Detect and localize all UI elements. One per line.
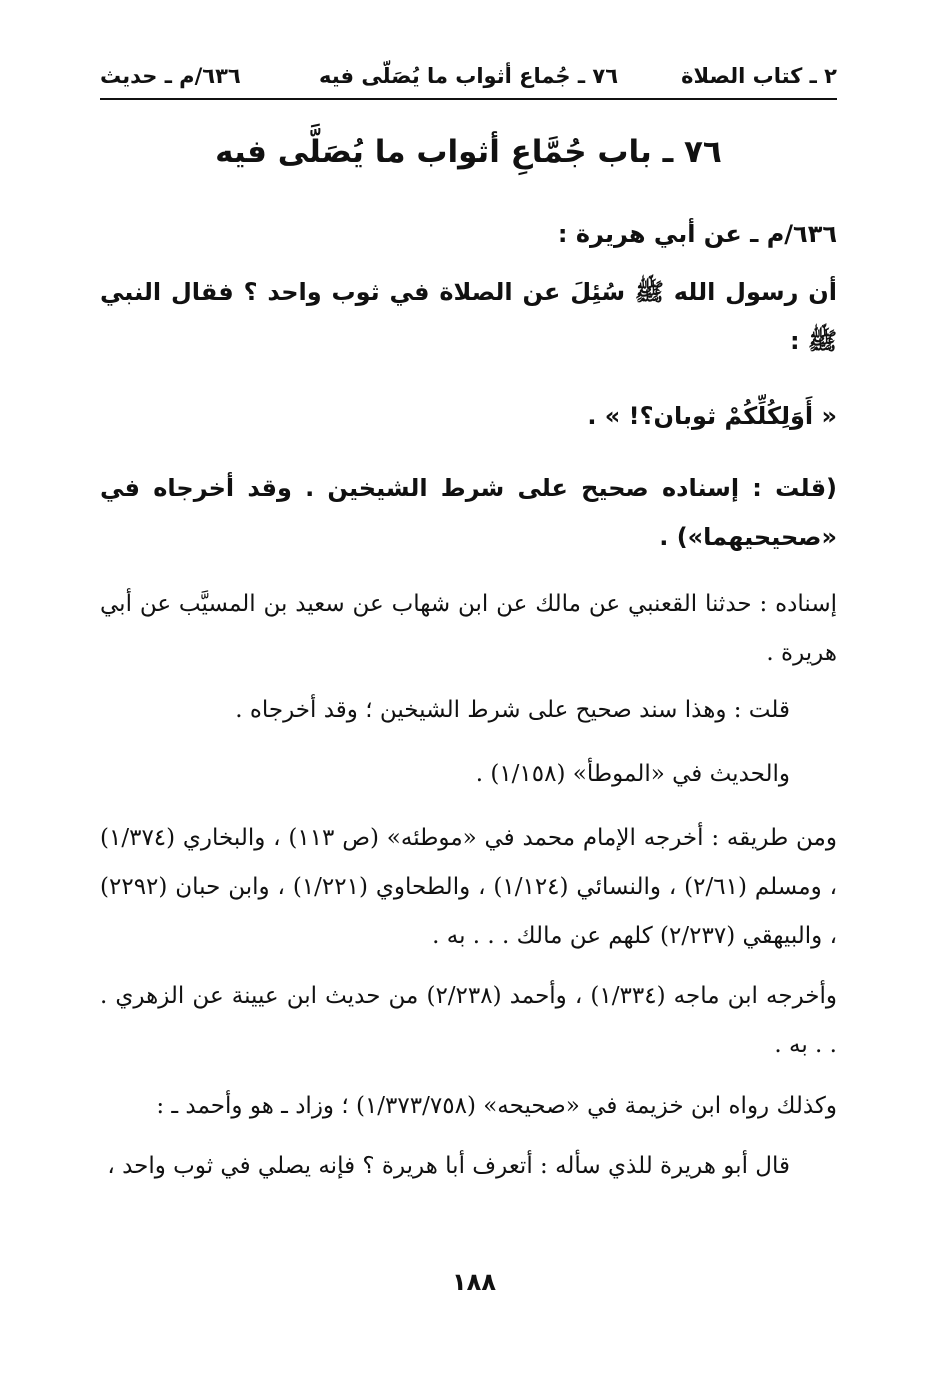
takhrij-paragraph-2: وأخرجه ابن ماجه (١/٣٣٤) ، وأحمد (٢/٢٣٨) من حديث ابن عيينة عن الزهري . . . به . [100, 983, 837, 1058]
page-number: ١٨٨ [452, 1268, 496, 1296]
isnad-paragraph: إسناده : حدثنا القعنبي عن مالك عن ابن شهاب عن سعيد بن المسيَّب عن أبي هريرة . [100, 591, 837, 666]
chapter-heading: ٧٦ ـ باب جُمَّاعِ أثواب ما يُصَلَّى فيه [215, 134, 722, 170]
prophet-saying: « أَوَلِكُلِّكُمْ ثوبان؟! » . [587, 402, 837, 430]
header-chapter-title: ٧٦ ـ جُماع أثواب ما يُصَلّى فيه [318, 64, 619, 88]
takhrij-paragraph: ومن طريقه : أخرجه الإمام محمد في «موطئه» (ص ١١٣) ، والبخاري (١/٣٧٤) ، ومسلم (٢/٦١) ، والنسائي (١/١٢٤) ، والطحاوي (١/٢٢١) ، وابن حبان (٢٢٩٢) ، والبيهقي (٢/٢٣٧) كلهم عن مالك . . . به . [100, 825, 837, 949]
grading-note: (قلت : إسناده صحيح على شرط الشيخين . وقد أخرجاه في «صحيحيهما») . [100, 474, 837, 551]
hadith-number-line: ٦٣٦/م ـ عن أبي هريرة : [557, 220, 837, 248]
header-hadith-number: ٦٣٦/م ـ حديث [100, 64, 241, 88]
hadith-text: أن رسول الله ﷺ سُئِلَ عن الصلاة في ثوب واحد ؟ فقال النبي ﷺ : [100, 278, 837, 355]
comment-paragraph: قلت : وهذا سند صحيح على شرط الشيخين ؛ وقد أخرجاه . [235, 697, 790, 723]
ibn-khuzaymah-paragraph: وكذلك رواه ابن خزيمة في «صحيحه» (١/٣٧٣/٧٥٨) ؛ وزاد ـ هو وأحمد ـ : [156, 1093, 837, 1119]
source-paragraph: والحديث في «الموطأ» (١/١٥٨) . [475, 761, 790, 787]
abu-hurayrah-saying: قال أبو هريرة للذي سأله : أتعرف أبا هريرة ؟ فإنه يصلي في ثوب واحد ، [107, 1153, 790, 1179]
running-header [100, 58, 837, 100]
header-book-title: ٢ ـ كتاب الصلاة [681, 64, 837, 88]
